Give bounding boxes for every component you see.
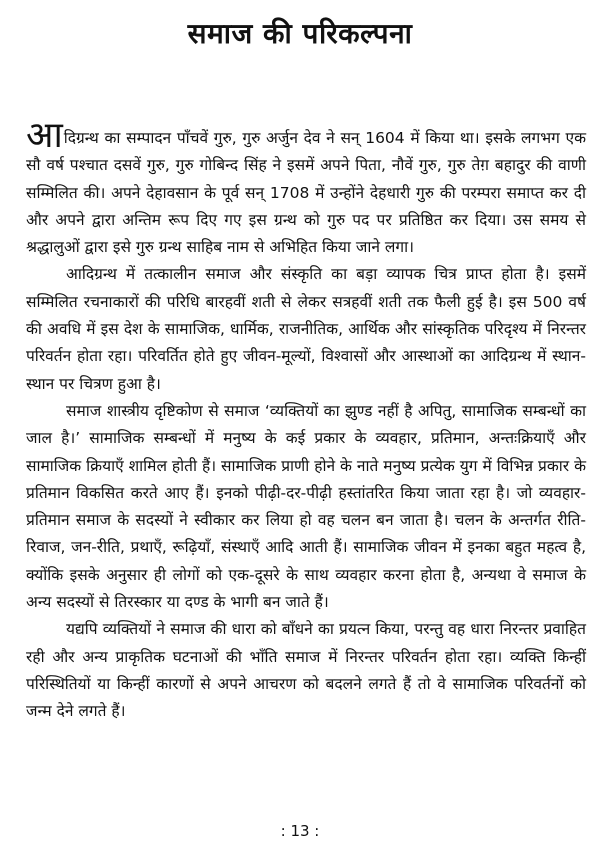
paragraph-2: आदिग्रन्थ में तत्कालीन समाज और संस्कृति का बड़ा व्यापक चित्र प्राप्त होता है। इसमें सम्मिलित रचनाकारों की परिधि बारहवीं शती से लेकर सत्रहवीं शती तक फैली हुई है। इस 500 वर्ष की अवधि में इस देश के सामाजिक, धार्मिक, राजनीतिक, आर्थिक और सांस्कृतिक परिदृश्य में निरन्तर परिवर्तन होता रहा। परिवर्तित होते हुए जीवन-मूल्यों, विश्वासों और आस्थाओं का आदिग्रन्थ में स्थान-स्थान पर चित्रण हुआ है। [26, 265, 586, 393]
paragraph-1 [26, 115, 586, 261]
paragraph-3: समाज शास्त्रीय दृष्टिकोण से समाज ‘व्यक्तियों का झुण्ड नहीं है अपितु, सामाजिक सम्बन्धों का जाल है।’ सामाजिक सम्बन्धों में मनुष्य के कई प्रकार के व्यवहार, प्रतिमान, अन्तःक्रियाएँ और सामाजिक क्रियाएँ शामिल होती हैं। सामाजिक प्राणी होने के नाते मनुष्य प्रत्येक युग में विभिन्न प्रकार के प्रतिमान विकसित करते आए हैं। इनको पीढ़ी-दर-पीढ़ी हस्तांतरित किया जाता रहा है। जो व्यवहार-प्रतिमान समाज के सदस्यों ने स्वीकार कर लिया हो वह चलन बन जाता है। चलन के अन्तर्गत रीति-रिवाज, जन-रीति, प्रथाएँ, रूढ़ियाँ, संस्थाएँ आदि आती हैं। सामाजिक जीवन में इनका बहुत महत्व है, क्योंकि इसके अनुसार ही लोगों को एक-दूसरे के साथ व्यवहार करना होता है, अन्यथा वे समाज के अन्य सदस्यों से तिरस्कार या दण्ड के भागी बन जाते हैं। [26, 401, 586, 612]
paragraph-1-text: दिग्रन्थ का सम्पादन पाँचवें गुरु, गुरु अर्जुन देव ने सन् 1604 में किया था। इसके लगभग एक सौ वर्ष पश्चात दसवें गुरु, गुरु गोबिन्द सिंह ने इसमें अपने पिता, नौवें गुरु, गुरु तेग़ बहादुर की वाणी सम्मिलित की। अपने देहावसान के पूर्व सन् 1708 में उन्होंने देहधारी गुरु की परम्परा समाप्त कर दी और अपने द्वारा अन्तिम रूप दिए गए इस ग्रन्थ को गुरु पद पर प्रतिष्ठित कर दिया। उस समय से श्रद्धालुओं द्वारा इसे गुरु ग्रन्थ साहिब नाम से अभिहित किया जाने लगा। [26, 129, 586, 257]
body-text [26, 115, 586, 726]
drop-cap: आ [26, 115, 63, 156]
chapter-title: समाज की परिकल्पना [187, 17, 413, 50]
paragraph-4: यद्यपि व्यक्तियों ने समाज की धारा को बाँधने का प्रयत्न किया, परन्तु वह धारा निरन्तर प्रवाहित रही और अन्य प्राकृतिक घटनाओं की भाँति समाज में निरन्तर परिवर्तन होता रहा। व्यक्ति किन्हीं परिस्थितियों या किन्हीं कारणों से अपने आचरण को बदलने लगते हैं तो वे सामाजिक परिवर्तनों को जन्म देने लगते हैं। [26, 620, 586, 721]
page-number: : 13 : [280, 822, 320, 840]
